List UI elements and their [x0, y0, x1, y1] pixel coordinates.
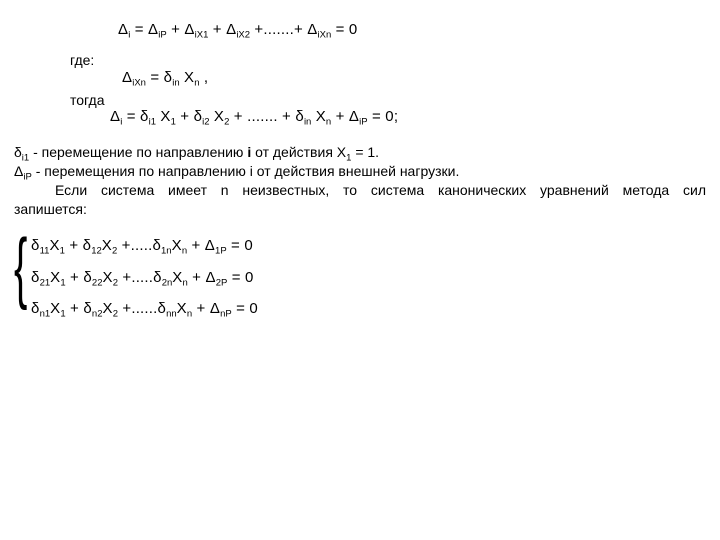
canonical-equation-system: [31, 233, 258, 328]
formula-superposition: $\Delta_i = \Delta_{iP} + \Delta_{iX1} + \Delta_{iX2}$ +.......+ $\Delta_{iXn} = 0$: [118, 21, 358, 41]
canonical-equation-3: $\delta_{n1}X_1 + \delta_{n2}X_2 +......\delta_{nn}X_n + \Delta_{nP} = 0$: [31, 300, 258, 320]
paragraph-line-1: Если система имеет n неизвестных, то система канонических уравнений метода сил: [55, 182, 706, 198]
formula-expanded: $\Delta_i = \delta_{i1}$ $X_1 + \delta_{i2}$ $X_2$ + ....... + $\delta_{in}$ $X_n + \Delta_{iP} = 0$;: [110, 108, 399, 128]
label-where: где:: [70, 52, 95, 68]
system-brace: {: [14, 223, 28, 311]
paragraph-line-2: запишется:: [14, 201, 87, 217]
definition-delta-ip: $\Delta_{iP}$ - перемещения по направлению i от действия внешней нагрузки.: [14, 163, 460, 183]
label-then: тогда: [70, 92, 105, 108]
canonical-equation-2: $\delta_{21}X_1 + \delta_{22}X_2 +.....\delta_{2n}X_n + \Delta_{2P} = 0$: [31, 268, 254, 288]
definition-delta-i1: $\delta_{i1}$ - перемещение по направлению i от действия $X_1 = 1$.: [14, 144, 380, 164]
formula-delta-ixn: $\Delta_{iXn} = \delta_{in}$ $X_n$ ,: [122, 69, 209, 89]
canonical-equation-1: $\delta_{11}X_1 + \delta_{12}X_2 +.....\delta_{1n}X_n + \Delta_{1P} = 0$: [31, 237, 253, 257]
